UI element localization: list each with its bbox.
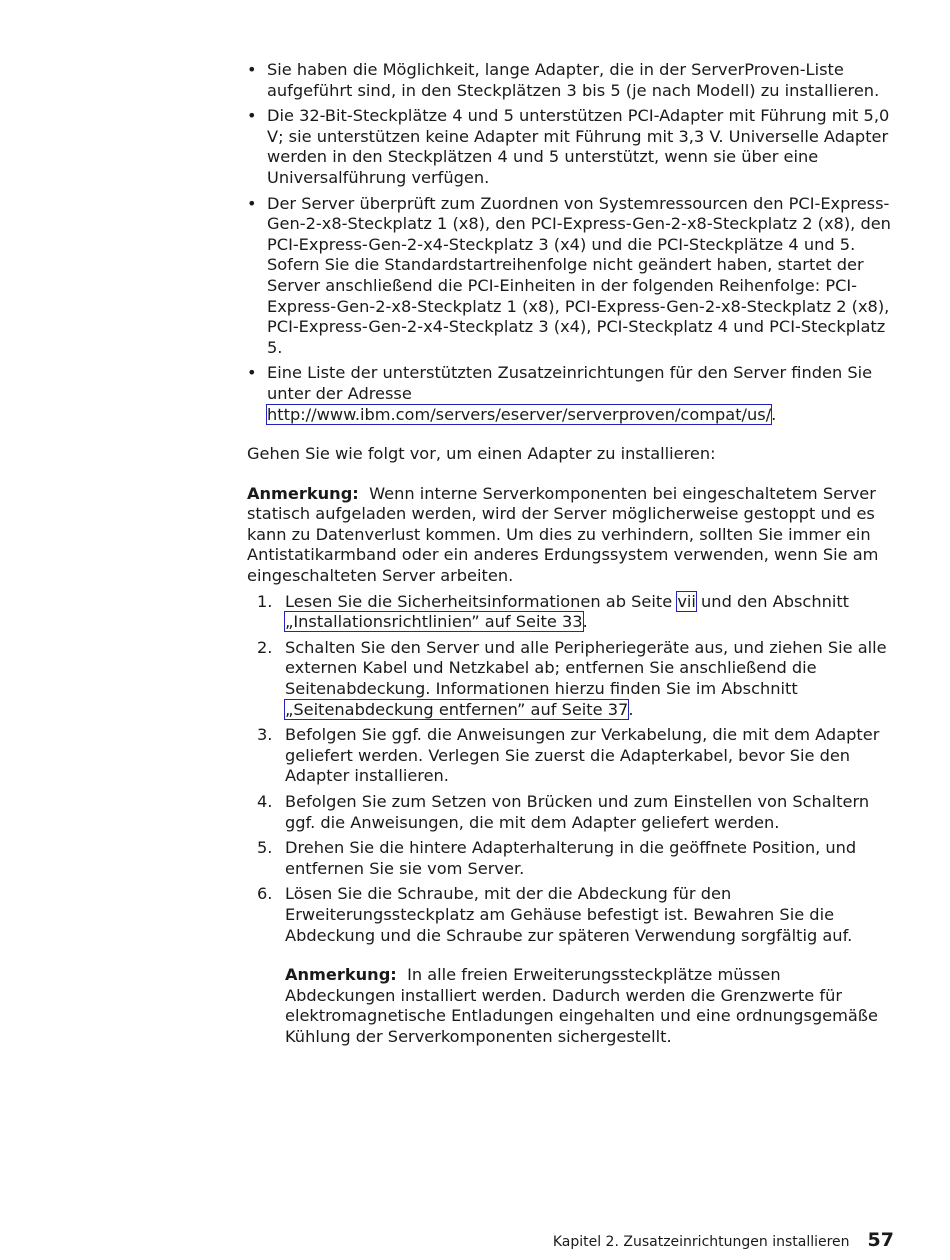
serverproven-url-link[interactable]: http://www.ibm.com/servers/eserver/serverproven/compat/us/ xyxy=(267,404,772,424)
step-text: und den Abschnitt xyxy=(695,591,850,611)
chapter-title: Kapitel 2. Zusatzeinrichtungen installieren xyxy=(552,1234,850,1250)
step-item xyxy=(247,884,895,1047)
bullet-text: Eine Liste der unterstützten Zusatzeinrichtungen für den Server finden Sie unter der Adresse xyxy=(267,363,873,403)
note-text: Wenn interne Serverkomponenten bei eingeschaltetem Server statisch aufgeladen werden, wird der Server möglicherweise gestoppt und es kann zu Datenverlust kommen. Um dies zu verhindern, sollten Sie immer ein Antistatikarmband oder ein anderes Erdungssystem verwenden, wenn Sie am eingeschalteten Server arbeiten. xyxy=(247,483,879,586)
note-text: In alle freien Erweiterungssteckplätze müssen Abdeckungen installiert werden. Dadurch werden die Grenzwerte für elektromagnetische Entladungen eingehalten und eine ordnungsgemäße Kühlung der Serverkomponenten sichergestellt. xyxy=(285,965,878,1046)
procedure-intro: Gehen Sie wie folgt vor, um einen Adapter zu installieren: xyxy=(247,444,716,464)
slot-cover-note xyxy=(285,965,895,1047)
step-item xyxy=(247,838,895,879)
step-text: Drehen Sie die hintere Adapterhalterung in die geöffnete Position, und entfernen Sie sie vom Server. xyxy=(285,838,857,878)
step-text: Befolgen Sie ggf. die Anweisungen zur Verkabelung, die mit dem Adapter geliefert werden. Verlegen Sie zuerst die Adapterkabel, bevor Sie den Adapter installieren. xyxy=(285,725,880,786)
step-item xyxy=(247,638,895,720)
bullet-text: Sie haben die Möglichkeit, lange Adapter, die in der ServerProven-Liste aufgeführt sind, in den Steckplätzen 3 bis 5 (je nach Modell) zu installieren. xyxy=(267,60,880,100)
remove-side-cover-link[interactable]: „Seitenabdeckung entfernen” auf Seite 37 xyxy=(285,699,629,719)
procedure-steps xyxy=(247,592,895,1048)
bullet-icon: • xyxy=(247,193,257,213)
page-number: 57 xyxy=(867,1229,894,1251)
step-item xyxy=(247,792,895,833)
step-text: Lösen Sie die Schraube, mit der die Abdeckung für den Erweiterungssteckplatz am Gehäuse befestigt ist. Bewahren Sie die Abdeckung und die Schraube zur späteren Verwendung sorgfältig auf. xyxy=(285,884,853,945)
installation-guidelines-link[interactable]: „Installationsrichtlinien” auf Seite 33 xyxy=(285,612,583,632)
page-content xyxy=(247,60,895,1053)
step-number: 2. xyxy=(257,637,273,657)
step-number: 6. xyxy=(257,884,273,904)
bullet-text: Der Server überprüft zum Zuordnen von Systemressourcen den PCI-Express-Gen-2-x8-Steckplatz 1 (x8), den PCI-Express-Gen-2-x8-Steckplatz 2 (x8), den PCI-Express-Gen-2-x4-Steckplatz 3 (x4) und die PCI-Steckplätze 4 und 5. Sofern Sie die Standardstartreihenfolge nicht geändert haben, startet der Server anschließend die PCI-Einheiten in der folgenden Reihenfolge: PCI-Express-Gen-2-x8-Steckplatz 1 (x8), PCI-Express-Gen-2-x8-Steckplatz 2 (x8), PCI-Express-Gen-2-x4-Steckplatz 3 (x4), PCI-Steckplatz 4 und PCI-Steckplatz 5. xyxy=(267,193,891,357)
step-text: Schalten Sie den Server und alle Peripheriegeräte aus, und ziehen Sie alle externen Kabel und Netzkabel ab; entfernen Sie anschließend die Seitenabdeckung. Informationen hierzu finden Sie im Abschnitt xyxy=(285,637,887,699)
list-item xyxy=(247,194,895,359)
step-item xyxy=(247,725,895,787)
list-item xyxy=(247,363,895,425)
static-warning-note xyxy=(247,484,895,587)
list-item xyxy=(247,106,895,188)
bullet-text: Die 32-Bit-Steckplätze 4 und 5 unterstützen PCI-Adapter mit Führung mit 5,0 V; sie unterstützen keine Adapter mit Führung mit 3,3 V. Universelle Adapter werden in den Steckplätzen 4 und 5 unterstützt, wenn sie über eine Universalführung verfügen. xyxy=(267,106,890,187)
step-number: 4. xyxy=(257,792,273,811)
safety-page-link[interactable]: vii xyxy=(677,591,696,611)
bullet-icon: • xyxy=(247,363,257,383)
step-number: 1. xyxy=(257,591,273,611)
note-label: Anmerkung: xyxy=(285,965,397,985)
note-label: Anmerkung: xyxy=(247,483,359,503)
step-number: 5. xyxy=(257,838,273,858)
step-text: Befolgen Sie zum Setzen von Brücken und zum Einstellen von Schaltern ggf. die Anweisungen, die mit dem Adapter geliefert werden. xyxy=(285,792,870,832)
step-text: Lesen Sie die Sicherheitsinformationen ab Seite xyxy=(285,591,678,611)
punctuation: . xyxy=(771,404,777,424)
bullet-icon: • xyxy=(247,106,257,126)
punctuation: . xyxy=(628,699,634,719)
step-number: 3. xyxy=(257,725,273,745)
step-item xyxy=(247,592,895,633)
page-footer xyxy=(553,1228,894,1254)
list-item xyxy=(247,60,895,101)
punctuation: . xyxy=(582,612,588,632)
bullet-icon: • xyxy=(247,60,257,79)
bullet-list xyxy=(247,60,895,425)
